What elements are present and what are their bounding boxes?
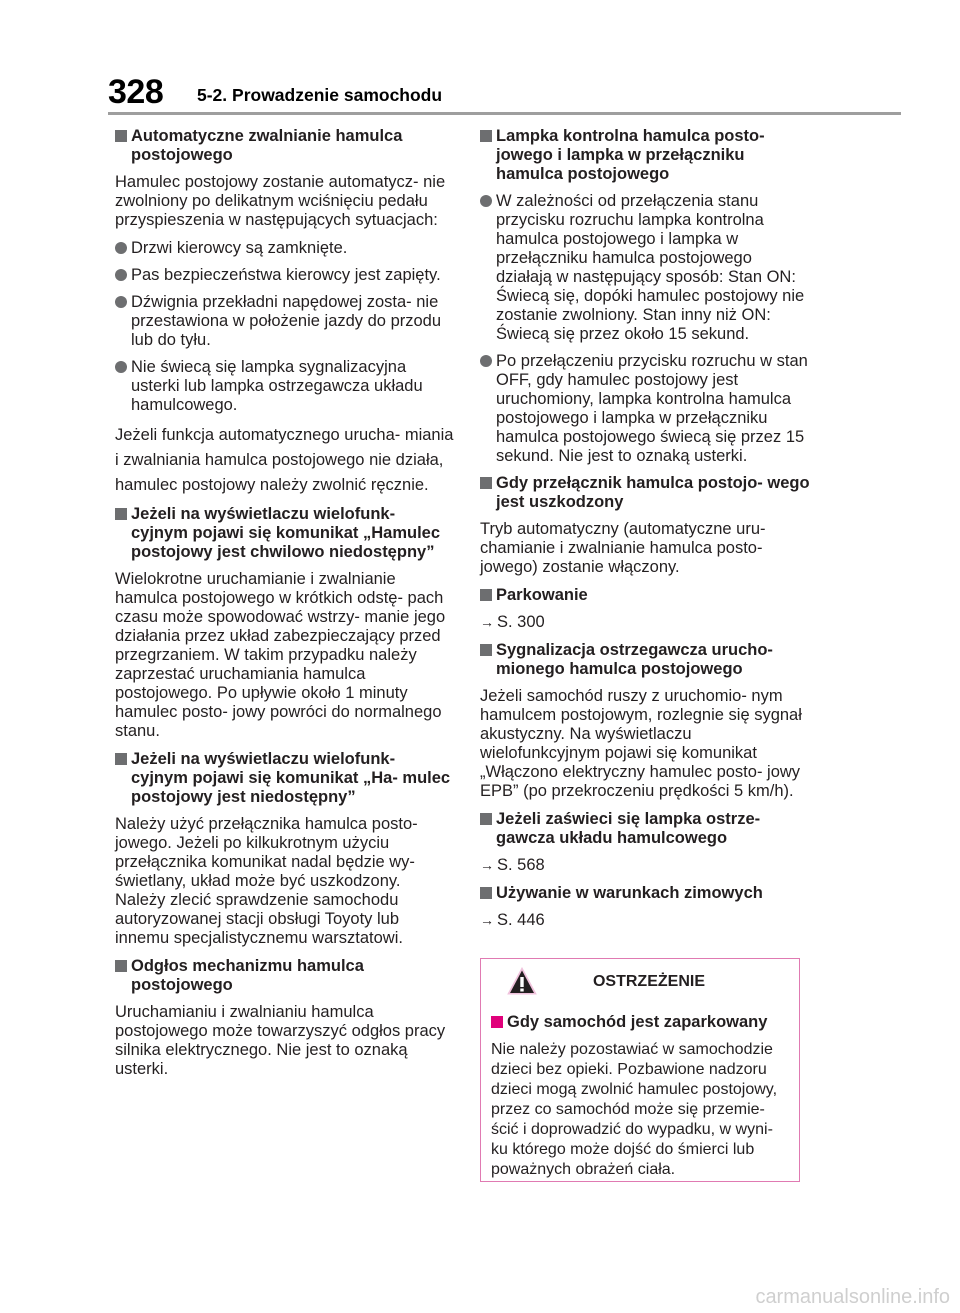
round-bullet-icon xyxy=(480,355,492,367)
arrow-right-icon: → xyxy=(480,912,494,928)
square-bullet-icon xyxy=(491,1016,503,1028)
warning-header xyxy=(481,959,799,1005)
watermark: carmanualsonline.info xyxy=(755,1286,950,1308)
heading-indicator-lamp: Lampka kontrolna hamulca posto- jowego i lampka w przełączniku hamulca postojowego xyxy=(480,127,810,184)
paragraph: Wielokrotne uruchamianie i zwalnianie hamulca postojowego w krótkich odstę- pach czasu może spowodować wstrzy- manie jego działania przez układ zabezpieczający przed przegrzaniem. W takim przypadku należy zaprzestać uruchamiania hamulca postojowego. Po upływie około 1 minuty hamulec posto- jowy powróci do normalnego stanu. xyxy=(115,570,446,740)
paragraph: Jeżeli samochód ruszy z uruchomio- nym hamulcem postojowym, rozlegnie się sygnał akustyczny. Na wyświetlaczu wielofunkcyjnym pojawi się komunikat „Włączono elektryczny hamulec posto- jowy EPB” (po przekroczeniu prędkości 5 km/h). xyxy=(480,687,802,800)
heading-parking: Parkowanie xyxy=(480,586,810,605)
heading-unavailable: Jeżeli na wyświetlaczu wielofunk- cyjnym pojawi się komunikat „Ha- mulec postojowy jest niedostępny” xyxy=(115,750,455,807)
square-bullet-icon xyxy=(115,960,127,972)
header-rule xyxy=(108,112,901,115)
square-bullet-icon xyxy=(480,477,492,489)
bullet-item: W zależności od przełączenia stanu przycisku rozruchu lampka kontrolna hamulca postojowego i lampka w przełączniku hamulca postojowego działają w następujący sposób: Stan ON: Świecą się, dopóki hamulec postojowy nie zostanie zwolniony. Stan inny niż ON: Świecą się przez około 15 sekund. xyxy=(480,192,810,344)
square-bullet-icon xyxy=(480,887,492,899)
left-column xyxy=(115,127,455,1088)
warning-text: Nie należy pozostawiać w samochodzie dzieci bez opieki. Pozbawione nadzoru dzieci mogą zwolnić hamulec postojowy, przez co samochód może się przemie- ścić i doprowadzić do wypadku, w wyni- ku którego może dojść do śmierci lub poważnych obrażeń ciała. xyxy=(491,1041,778,1178)
arrow-right-icon: → xyxy=(480,614,494,630)
bullet-item: Drzwi kierowcy są zamknięte. xyxy=(115,239,455,258)
bullet-item: Nie świecą się lampka sygnalizacyjna usterki lub lampka ostrzegawcza układu hamulcowego. xyxy=(115,358,455,415)
warning-title: OSTRZEŻENIE xyxy=(592,973,705,990)
square-bullet-icon xyxy=(480,644,492,656)
heading-mechanism-noise: Odgłos mechanizmu hamulca postojowego xyxy=(115,957,455,995)
arrow-right-icon: → xyxy=(480,857,494,873)
warning-box xyxy=(480,958,800,1182)
round-bullet-icon xyxy=(115,269,127,281)
heading-switch-damaged: Gdy przełącznik hamulca postojo- wego jest uszkodzony xyxy=(480,474,810,512)
section-title: 5-2. Prowadzenie samochodu xyxy=(197,85,443,105)
right-column xyxy=(480,127,810,939)
heading-auto-release: Automatyczne zwalnianie hamulca postojowego xyxy=(115,127,455,165)
bullet-item: Po przełączeniu przycisku rozruchu w stan OFF, gdy hamulec postojowy jest uruchomiony, lampka kontrolna hamulca postojowego i lampka w przełączniku hamulca postojowego świecą się przez 15 sekund. Nie jest to oznaką usterki. xyxy=(480,352,810,466)
page-reference[interactable]: → S. 446 xyxy=(480,911,545,929)
paragraph: Hamulec postojowy zostanie automatycz- nie zwolniony po delikatnym wciśnięciu pedału przyspieszenia w następujących sytuacjach: xyxy=(115,173,446,229)
page-reference[interactable]: → S. 568 xyxy=(480,856,545,874)
page-reference[interactable]: → S. 300 xyxy=(480,613,545,631)
square-bullet-icon xyxy=(480,589,492,601)
square-bullet-icon xyxy=(480,130,492,142)
paragraph: Uruchamianiu i zwalnianiu hamulca postojowego może towarzyszyć odgłos pracy silnika elektrycznego. Nie jest to oznaką usterki. xyxy=(115,1003,446,1078)
warning-body xyxy=(481,1005,799,1180)
heading-brake-warning-lamp: Jeżeli zaświeci się lampka ostrze- gawcza układu hamulcowego xyxy=(480,810,810,848)
heading-winter-use: Używanie w warunkach zimowych xyxy=(480,884,810,903)
square-bullet-icon xyxy=(115,130,127,142)
round-bullet-icon xyxy=(115,296,127,308)
heading-temporarily-unavailable: Jeżeli na wyświetlaczu wielofunk- cyjnym pojawi się komunikat „Hamulec postojowy jest chwilowo niedostępny” xyxy=(115,505,455,562)
warning-triangle-icon xyxy=(507,967,537,995)
page-header xyxy=(0,0,960,120)
square-bullet-icon xyxy=(115,753,127,765)
paragraph: Tryb automatyczny (automatyczne uru- chamianie i zwalnianie hamulca posto- jowego) zostanie włączony. xyxy=(480,520,766,576)
bullet-item: Dźwignia przekładni napędowej zosta- nie przestawiona w położenie jazdy do przodu lub do tyłu. xyxy=(115,293,455,350)
round-bullet-icon xyxy=(115,361,127,373)
round-bullet-icon xyxy=(480,195,492,207)
paragraph: Należy użyć przełącznika hamulca posto- jowego. Jeżeli po kilkukrotnym użyciu przełącznika komunikat nadal będzie wy- świetlany, układ może być uszkodzony. Należy zlecić sprawdzenie samochodu autoryzowanej stacji obsługi Toyoty lub innemu specjalistycznemu warsztatowi. xyxy=(115,815,418,947)
square-bullet-icon xyxy=(115,508,127,520)
bullet-item: Pas bezpieczeństwa kierowcy jest zapięty. xyxy=(115,266,455,285)
round-bullet-icon xyxy=(115,242,127,254)
page-number: 328 xyxy=(108,73,164,111)
heading-warning-signal: Sygnalizacja ostrzegawcza urucho- mionego hamulca postojowego xyxy=(480,641,810,679)
paragraph: Jeżeli funkcja automatycznego urucha- miania i zwalniania hamulca postojowego nie działa, hamulec postojowy należy zwolnić ręcznie. xyxy=(115,426,454,494)
square-bullet-icon xyxy=(480,813,492,825)
warning-heading: Gdy samochód jest zaparkowany xyxy=(491,1013,789,1032)
